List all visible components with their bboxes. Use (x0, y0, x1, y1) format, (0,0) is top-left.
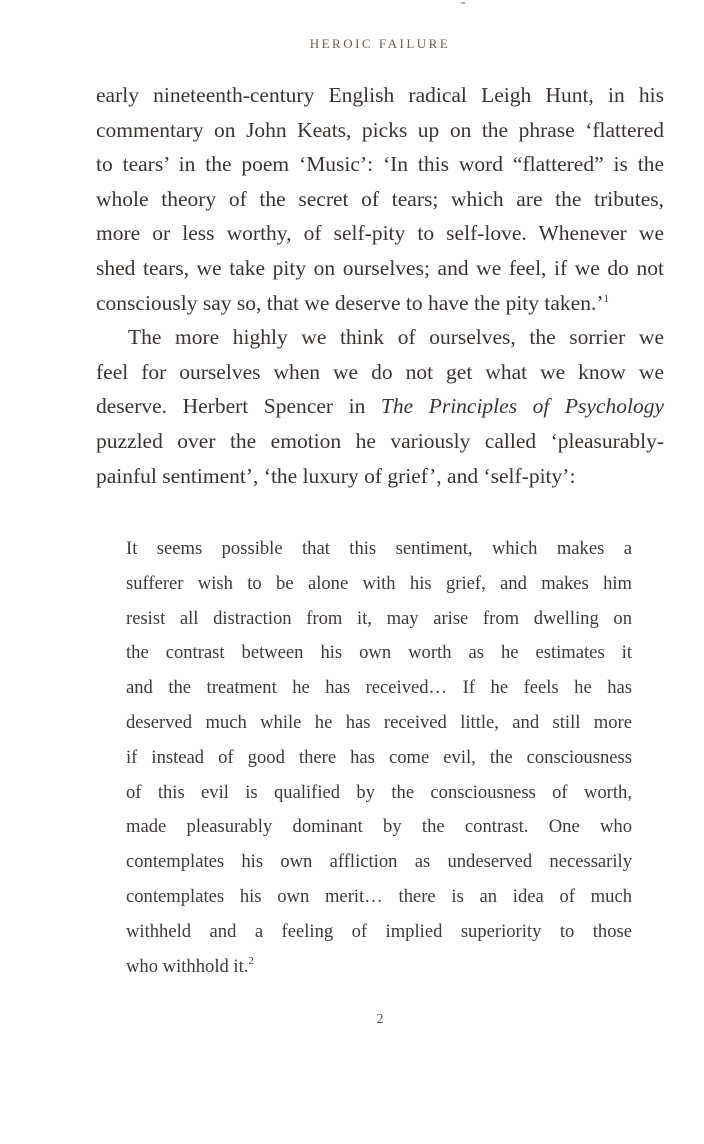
quote-line: contemplates his own affliction as undeserved necessarily (126, 851, 632, 873)
text-line: shed tears, we take pity on ourselves; and we feel, if we do not (96, 255, 664, 280)
footnote-marker: 1 (603, 292, 609, 305)
text-line (96, 286, 664, 321)
quote-line: and the treatment he has received… If he feels he has (126, 677, 632, 699)
text-line (96, 389, 664, 424)
paragraph-2 (96, 320, 664, 493)
text-line: to tears’ in the poem ‘Music’: ‘In this word “flattered” is the (96, 152, 664, 177)
running-head: HEROIC FAILURE (309, 36, 451, 51)
quote-line-content: who withhold it. (126, 955, 249, 977)
quote-line: contemplates his own merit… there is an idea of much (126, 885, 632, 907)
text-line: whole theory of the secret of tears; which are the tributes, (96, 186, 664, 211)
quote-line: withheld and a feeling of implied superiority to those (126, 920, 632, 942)
page-number: 2 (376, 1012, 384, 1027)
text-line: more or less worthy, of self-pity to self-love. Whenever we (96, 221, 664, 246)
text-line: The more highly we think of ourselves, the sorrier we (128, 325, 664, 350)
text-line-content: consciously say so, that we deserve to have the pity taken.’ (96, 290, 604, 315)
quote-line: made pleasurably dominant by the contrast. One who (126, 816, 632, 838)
paragraph-1 (96, 78, 664, 320)
printer-mark (461, 2, 465, 4)
quote-line: It seems possible that this sentiment, which makes a (126, 538, 632, 559)
quote-line: deserved much while he has received little, and still more (126, 711, 632, 733)
quote-line: sufferer wish to be alone with his grief, and makes him (126, 572, 632, 594)
body-text (96, 78, 664, 493)
quote-line: the contrast between his own worth as he estimates it (126, 642, 632, 664)
footnote-marker: 2 (248, 954, 254, 967)
text-line: painful sentiment’, ‘the luxury of grief’, and ‘self-pity’: (96, 463, 576, 488)
quote-line (126, 950, 632, 985)
book-title: The Principles of Psychology (380, 394, 665, 419)
quote-line: resist all distraction from it, may arise from dwelling on (126, 607, 632, 629)
text-line-content: deserve. Herbert Spencer in (96, 394, 381, 419)
text-line: commentary on John Keats, picks up on the phrase ‘flattered (96, 117, 664, 142)
text-line: early nineteenth-century English radical Leigh Hunt, in his (96, 83, 664, 107)
block-quote (126, 532, 632, 984)
quote-line: of this evil is qualified by the consciousness of worth, (126, 781, 632, 803)
text-line: puzzled over the emotion he variously called ‘pleasurably- (96, 428, 664, 453)
text-line: feel for ourselves when we do not get what we know we (96, 359, 664, 384)
quote-line: if instead of good there has come evil, the consciousness (126, 746, 632, 768)
